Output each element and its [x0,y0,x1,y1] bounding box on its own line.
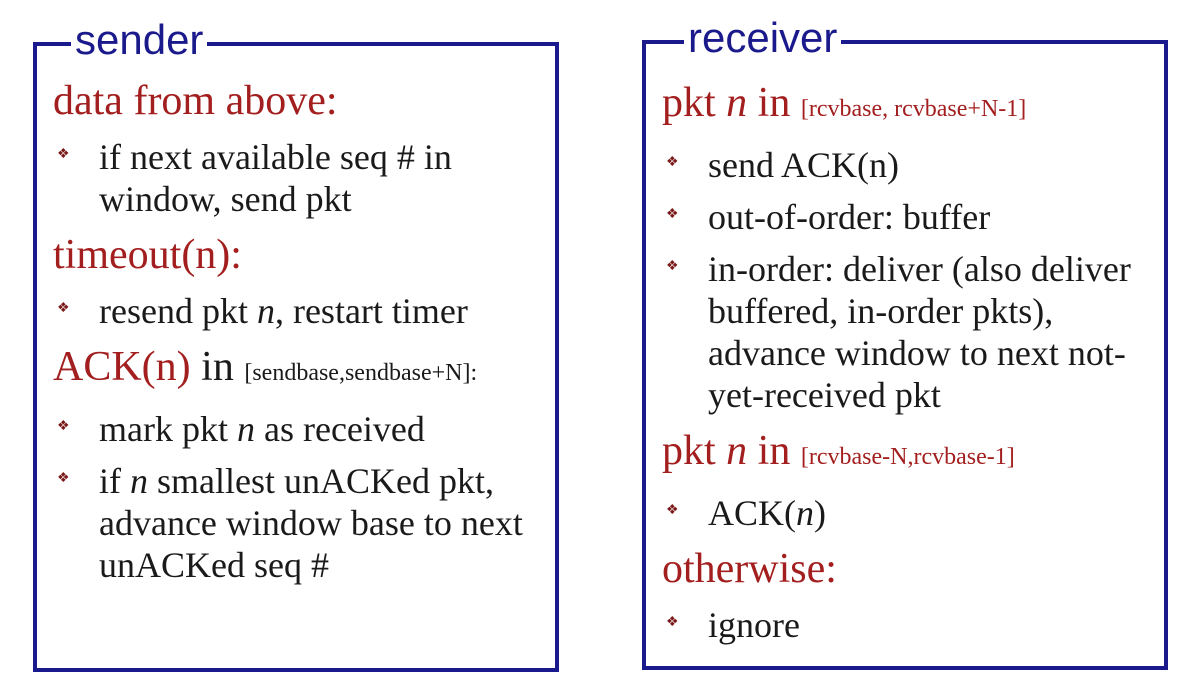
sender-title: sender [71,16,207,64]
heading-mid: in [747,80,801,126]
list-item [53,290,545,332]
receiver-list-in-window [662,144,1154,416]
sender-content [53,76,545,596]
receiver-list-prev-window [662,492,1154,534]
sender-heading-data-from-above: data from above: [53,78,338,124]
heading-range: [sendbase,sendbase+N]: [244,360,478,386]
bullet-text-pre: resend pkt [99,291,257,331]
receiver-heading-otherwise: otherwise: [662,546,837,592]
bullet-text: if next available seq # in window, send pkt [99,137,452,219]
diamond-bullet-icon: ❖ [57,147,70,162]
sender-panel [33,16,559,672]
heading-mid: in [747,428,801,474]
receiver-title: receiver [684,14,841,62]
bullet-text-var: n [256,291,275,331]
heading-var: n [726,80,748,126]
heading-main: pkt [662,80,727,126]
list-item [53,136,545,220]
receiver-heading-in-window [662,78,1154,134]
bullet-text-post: , restart timer [274,291,468,331]
list-item [662,492,1154,534]
bullet-text-var: n [236,409,255,449]
diamond-bullet-icon: ❖ [666,615,679,630]
bullet-text: ignore [708,605,800,645]
sender-heading-ack [53,342,545,398]
diamond-bullet-icon: ❖ [666,207,679,222]
list-item [662,196,1154,238]
diamond-bullet-icon: ❖ [57,419,70,434]
heading-main: ACK(n) [53,344,191,390]
diamond-bullet-icon: ❖ [57,301,70,316]
receiver-panel [642,14,1168,670]
heading-var: n [726,428,748,474]
list-item [662,604,1154,646]
sender-list-data-from-above [53,136,545,220]
heading-mid: in [190,344,245,390]
bullet-text-var: n [130,461,148,501]
bullet-text-post: ) [814,493,826,533]
heading-range: [rcvbase, rcvbase+N-1] [800,96,1027,122]
list-item [53,460,545,586]
bullet-text-pre: if [99,461,130,501]
bullet-text: out-of-order: buffer [708,197,991,237]
bullet-text-post: smallest unACKed pkt, advance window base to next unACKed seq # [99,461,523,585]
receiver-heading-prev-window [662,426,1154,482]
bullet-text-post: as received [254,409,425,449]
diamond-bullet-icon: ❖ [666,503,679,518]
list-item [662,144,1154,186]
bullet-text-pre: mark pkt [99,409,237,449]
sender-list-ack [53,408,545,586]
sender-heading-timeout: timeout(n): [53,232,242,278]
heading-range: [rcvbase-N,rcvbase-1] [800,444,1015,470]
list-item [662,248,1154,416]
diamond-bullet-icon: ❖ [666,259,679,274]
list-item [53,408,545,450]
receiver-content [662,78,1154,656]
bullet-text-var: n [796,493,814,533]
bullet-text: send ACK(n) [708,145,899,185]
diamond-bullet-icon: ❖ [57,471,70,486]
diamond-bullet-icon: ❖ [666,155,679,170]
bullet-text-pre: ACK( [708,493,796,533]
bullet-text: in-order: deliver (also deliver buffered, in-order pkts), advance window to next not-yet-received pkt [708,249,1131,415]
sender-list-timeout [53,290,545,332]
receiver-list-otherwise [662,604,1154,646]
heading-main: pkt [662,428,727,474]
